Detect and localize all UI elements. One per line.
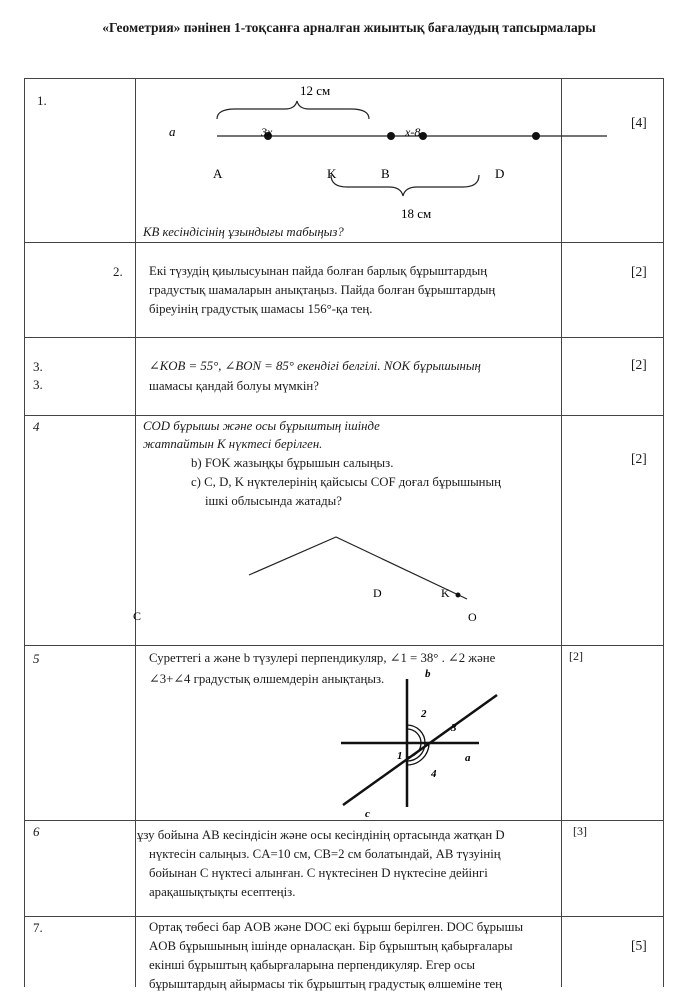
top-brace-label: 12 см [300, 83, 331, 98]
bottom-brace-label: 18 см [401, 206, 432, 221]
task-row-4 [25, 415, 663, 646]
task-number: 3. [33, 359, 43, 374]
task-points: [2] [569, 649, 583, 663]
task-question: KB кесіндісінің ұзындығы табыңыз? [143, 225, 344, 239]
segment-figure [145, 79, 565, 219]
task-row-1 [25, 79, 663, 243]
label-B: B [381, 166, 390, 181]
task-text-line: біреуінің градустық шамасы 156°-қа тең. [149, 302, 373, 316]
segment-label-x-8: x-8 [405, 125, 421, 139]
label-2: 2 [421, 708, 427, 720]
bottom-brace [331, 175, 479, 196]
task-points: [2] [631, 264, 647, 279]
task-points: [3] [573, 824, 587, 838]
angle-lines [249, 537, 467, 599]
top-brace [217, 101, 369, 119]
label-D: D [495, 166, 505, 181]
task-number: 4 [33, 419, 40, 434]
task-number: 5 [33, 651, 40, 666]
label-4: 4 [431, 768, 437, 780]
task-text-line: COD бұрышы және осы бұрыштың ішінде [143, 419, 380, 433]
task-text-line: градустық шамаларын анықтаңыз. Пайда болған бұрыштардың [149, 283, 496, 297]
task-text-line: c) C, D, K нүктелерінің қайсысы COF доғал бұрышының [191, 475, 501, 489]
task-number: 6 [33, 824, 40, 839]
task-points: [2] [631, 357, 647, 372]
task-row-2 [25, 242, 663, 338]
line-label: a [169, 124, 176, 139]
task-text-line: Екі түзудің қиылысуынан пайда болған барлық бұрыштардың [149, 264, 488, 278]
task-points: [4] [631, 115, 647, 130]
task-points: [5] [631, 938, 647, 953]
label-1: 1 [397, 750, 403, 762]
point-D [532, 132, 540, 140]
task-text-line: ∠KOB = 55°, ∠BON = 85° екендігі белгілі. NOK бұрышының [149, 359, 481, 373]
task-text-line: ішкі облысында жатады? [205, 494, 342, 508]
label-C: C [133, 609, 142, 623]
task-number: 7. [33, 920, 43, 935]
task-text-line: бойынан C нүктесі алынған. C нүктесінен D нүктесіне дейінгі [149, 866, 488, 880]
point-K [387, 132, 395, 140]
label-D: D [373, 586, 382, 600]
task-text-line: ∠3+∠4 градустық өлшемдерін анықтаңыз. [149, 672, 385, 686]
task-text-line: нүктесін салыңыз. CA=10 см, CB=2 см болатындай, AB түзуінің [149, 847, 501, 861]
task-text-line: арақашықтықты есептеңіз. [149, 885, 296, 899]
angle-figure [135, 515, 655, 645]
task-row-3 [25, 337, 663, 416]
task-text-line: Суреттегі a және b түзулері перпендикуляр, ∠1 = 38° . ∠2 және [149, 651, 496, 665]
tasks-table [24, 78, 664, 991]
task-row-6 [25, 820, 663, 917]
label-A: A [213, 166, 223, 181]
page-title: «Геометрия» пәнінен 1-тоқсанға арналған жиынтық бағалаудың тапсырмалары [102, 20, 596, 35]
task-row-5 [25, 645, 663, 821]
label-c: c [365, 808, 370, 820]
task-text-line: бұрыштардың айырмасы тік бұрыштың градустық өлшеміне тең [149, 977, 502, 991]
segment-label-3x: 3x [261, 125, 273, 139]
task-points: [2] [631, 451, 647, 466]
label-3: 3 [451, 722, 457, 734]
task-text-line: AOB бұрышының ішінде орналасқан. Бір бұрыштың қабырғалары [149, 939, 513, 953]
task-number: 3. [33, 377, 43, 392]
task-row-7 [25, 916, 663, 991]
label-b: b [425, 668, 431, 680]
perpendicular-lines-figure [325, 668, 565, 820]
task-text-line: ұзу бойына AB кесіндісін және осы кесіндінің ортасында жатқан D [137, 828, 505, 842]
line-c [343, 695, 497, 805]
task-text-line: Ортақ төбесі бар AOB және DOC екі бұрыш берілген. DOC бұрышы [149, 920, 524, 934]
label-a: a [465, 752, 471, 764]
label-K: K [441, 586, 450, 600]
task-text-line: екінші бұрыштың қабырғаларына перпендикуляр. Егер осы [149, 958, 475, 972]
task-number: 1. [37, 93, 47, 108]
task-text-line: b) FOK жазыңқы бұрышын салыңыз. [191, 456, 394, 470]
point-K [456, 593, 461, 598]
task-number: 2. [113, 264, 123, 279]
label-O: O [468, 610, 477, 624]
task-text-line: жатпайтын K нүктесі берілген. [143, 437, 323, 451]
label-K: K [327, 166, 337, 181]
task-text-line: шамасы қандай болуы мүмкін? [149, 379, 319, 393]
